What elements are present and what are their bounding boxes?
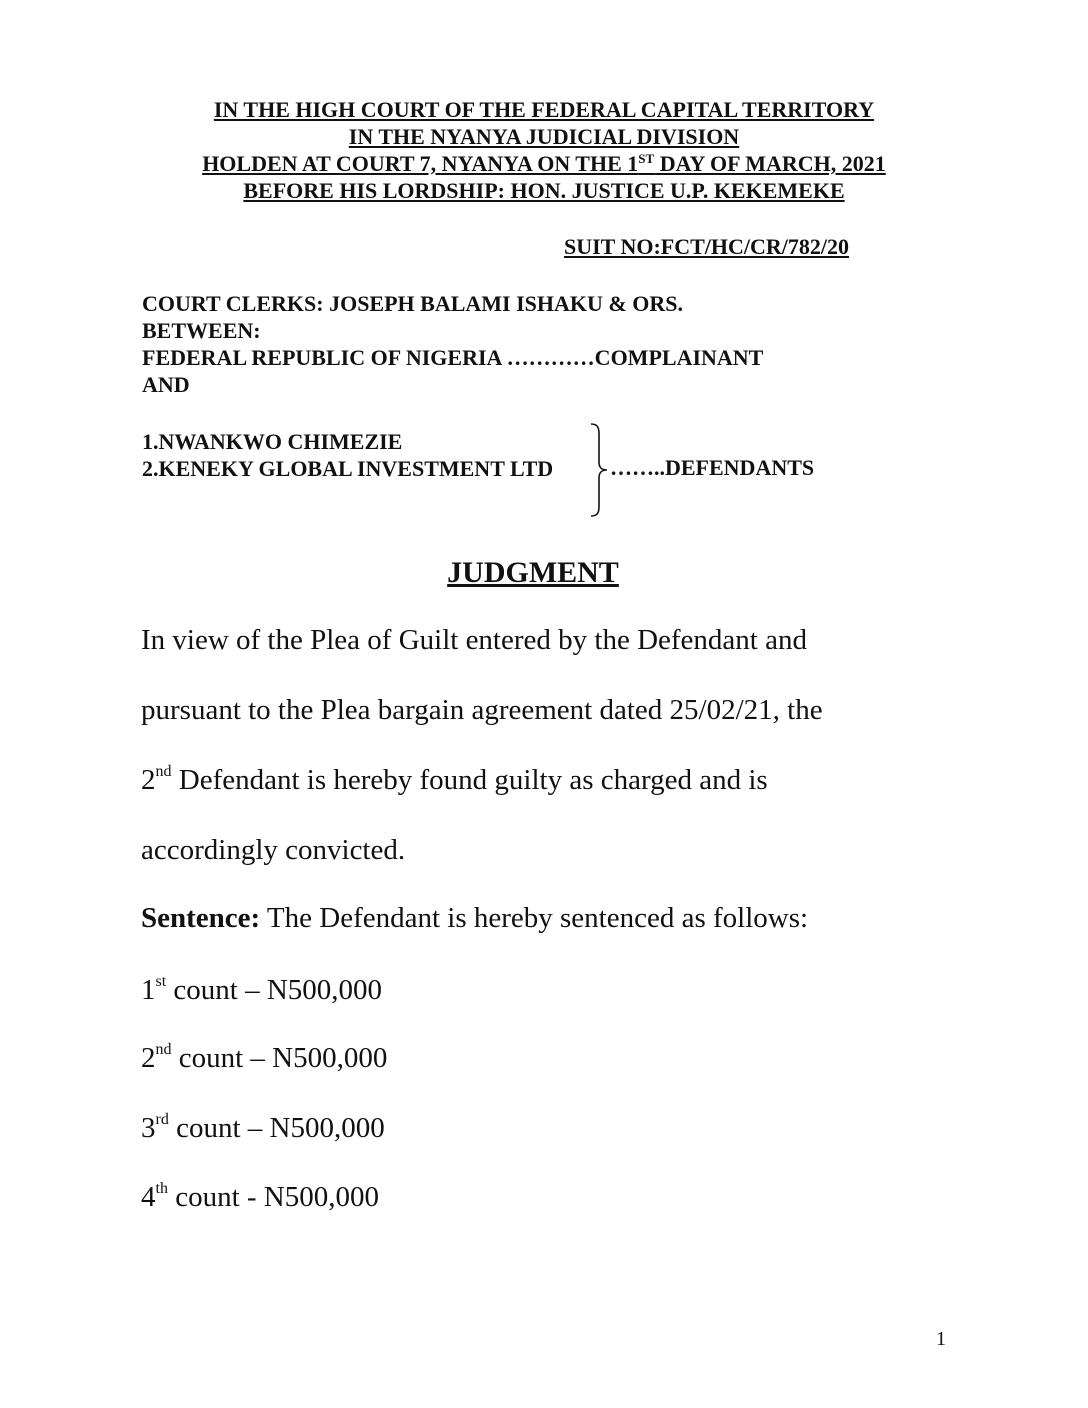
holden-superscript: ST [638,151,655,166]
curly-brace-icon [588,422,612,518]
header-line-court: IN THE HIGH COURT OF THE FEDERAL CAPITAL TERRITORY [213,97,875,122]
count-number: 1 [141,974,156,1006]
count-item [141,974,382,1007]
count-suffix: rd [155,1111,169,1128]
count-item [141,1181,379,1214]
ordinal-number: 2 [141,764,156,796]
court-clerks: COURT CLERKS: JOSEPH BALAMI ISHAKU & ORS. [142,291,683,316]
body-line-3-text: Defendant is hereby found guilty as charged and is [171,764,768,796]
body-line-1: In view of the Plea of Guilt entered by the Defendant and [141,624,807,656]
body-line-2: pursuant to the Plea bargain agreement dated 25/02/21, the [141,694,823,726]
header-line-division: IN THE NYANYA JUDICIAL DIVISION [348,124,740,149]
suit-number: SUIT NO:FCT/HC/CR/782/20 [564,234,850,259]
defendants-label: ……..DEFENDANTS [610,455,815,480]
page-number: 1 [936,1328,946,1350]
header-line-holden [0,150,1088,177]
count-text: count – N500,000 [168,1112,385,1144]
count-suffix: nd [155,1041,172,1058]
defendant-1: 1.NWANKWO CHIMEZIE [142,429,403,454]
count-text: count – N500,000 [171,1042,388,1074]
count-suffix: th [155,1180,168,1197]
holden-date-text: DAY OF MARCH, 2021 [654,151,886,176]
body-line-3 [141,764,768,797]
count-number: 3 [141,1112,156,1144]
count-text: count - N500,000 [167,1181,379,1213]
count-item [141,1112,385,1145]
body-line-4: accordingly convicted. [141,834,406,866]
complainant-line: FEDERAL REPUBLIC OF NIGERIA …………COMPLAINANT [142,345,764,370]
sentence-line [141,902,808,935]
count-number: 2 [141,1042,156,1074]
defendant-2: 2.KENEKY GLOBAL INVESTMENT LTD [142,456,554,481]
sentence-label: Sentence: [141,902,261,934]
count-number: 4 [141,1181,156,1213]
count-suffix: st [155,973,167,990]
holden-text: HOLDEN AT COURT 7, NYANYA ON THE 1 [202,151,639,176]
header-line-lordship: BEFORE HIS LORDSHIP: HON. JUSTICE U.P. KEKEMEKE [243,178,845,203]
count-item [141,1042,387,1075]
and-label: AND [142,372,190,397]
ordinal-suffix: nd [155,763,172,780]
count-text: count – N500,000 [166,974,383,1006]
sentence-text: The Defendant is hereby sentenced as follows: [260,902,809,934]
between-label: BETWEEN: [142,318,261,343]
judgment-title: JUDGMENT [447,556,619,589]
